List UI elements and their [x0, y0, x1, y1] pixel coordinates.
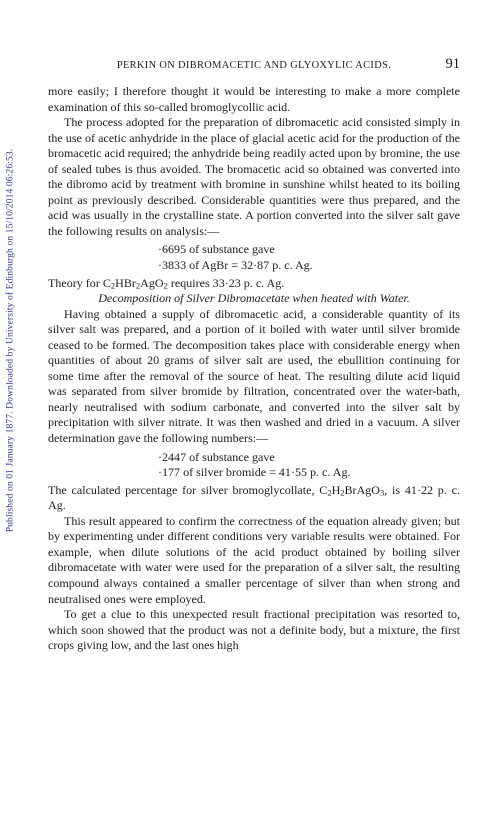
calculated-percentage: The calculated percentage for silver bromoglycollate, $C_2H_2BrAgO_3$, is 41·22 p. c. Ag. [48, 482, 460, 513]
paragraph-3: Having obtained a supply of dibromacetic acid, a considerable quantity of its silver salt was prepared, and a portion of it boiled with water until silver bromide ceased to be formed. The decomposition takes place with considerable energy when quantities of about 20 grams of silver salt are used, the ebullition continuing for some time after the removal of the source of heat. The resulting dilute acid liquid was separated from silver bromide by filtration, concentrated over the water-bath, nearly neutralised with sodium carbonate, and converted into the silver salt by precipitation with silver nitrate. It was then washed and dried in a vacuum. A silver determination gave the following numbers:— [48, 306, 460, 446]
section-title: Decomposition of Silver Dibromacetate when heated with Water. [98, 291, 410, 306]
analysis-2-line-2: ·177 of silver bromide = 41·55 p. c. Ag. [158, 465, 351, 480]
page-number: 91 [445, 56, 460, 72]
paragraph-1: more easily; I therefore thought it would be interesting to make a more complete examination of this so-called bromoglycollic acid. [48, 84, 460, 114]
analysis-1-line-2: ·3833 of AgBr = 32·87 p. c. Ag. [158, 258, 313, 273]
paragraph-2: The process adopted for the preparation of dibromacetic acid consisted simply in the use of acetic anhydride in the place of glacial acetic acid for the production of the bromacetic acid required; the anhydride being readily acted upon by bromine, the use of sealed tubes is thus avoided. The bromacetic acid so obtained was converted into the dibromo acid by treatment with bromine in sunshine whilst heated to its boiling point as previously described. Considerable quantities were thus prepared, and the acid was usually in the crystalline state. A portion converted into the silver salt gave the following results on analysis:— [48, 115, 460, 238]
paragraph-5: To get a clue to this unexpected result fractional precipitation was resorted to, which soon showed that the product was not a definite body, but a mixture, the first crops giving low, and the last ones high [48, 607, 460, 653]
page-header [48, 56, 460, 76]
analysis-2-line-1: ·2447 of substance gave [158, 449, 275, 464]
provenance-text: Published on 01 January 1877. Downloaded by University of Edinburgh on 15/10/2014 06:26:53. [4, 148, 16, 532]
paragraph-4: This result appeared to confirm the correctness of the equation already given; but by experimenting under different conditions very variable results were obtained. For example, when dilute solutions of the acid product obtained by boiling silver dibromacetate with water were used for the preparation of a silver salt, the resulting compound always contained a smaller percentage of silver than when strong and neutralised ones were employed. [48, 513, 460, 606]
article-body [48, 84, 460, 654]
analysis-1-line-1: ·6695 of substance gave [158, 242, 275, 257]
provenance-sidebar [2, 45, 18, 635]
running-head: PERKIN ON DIBROMACETIC AND GLYOXYLIC ACIDS. [116, 60, 392, 71]
theory-line: Theory for $C_2HBr_2AgO_2$ requires 33·23 p. c. Ag. [48, 275, 285, 291]
